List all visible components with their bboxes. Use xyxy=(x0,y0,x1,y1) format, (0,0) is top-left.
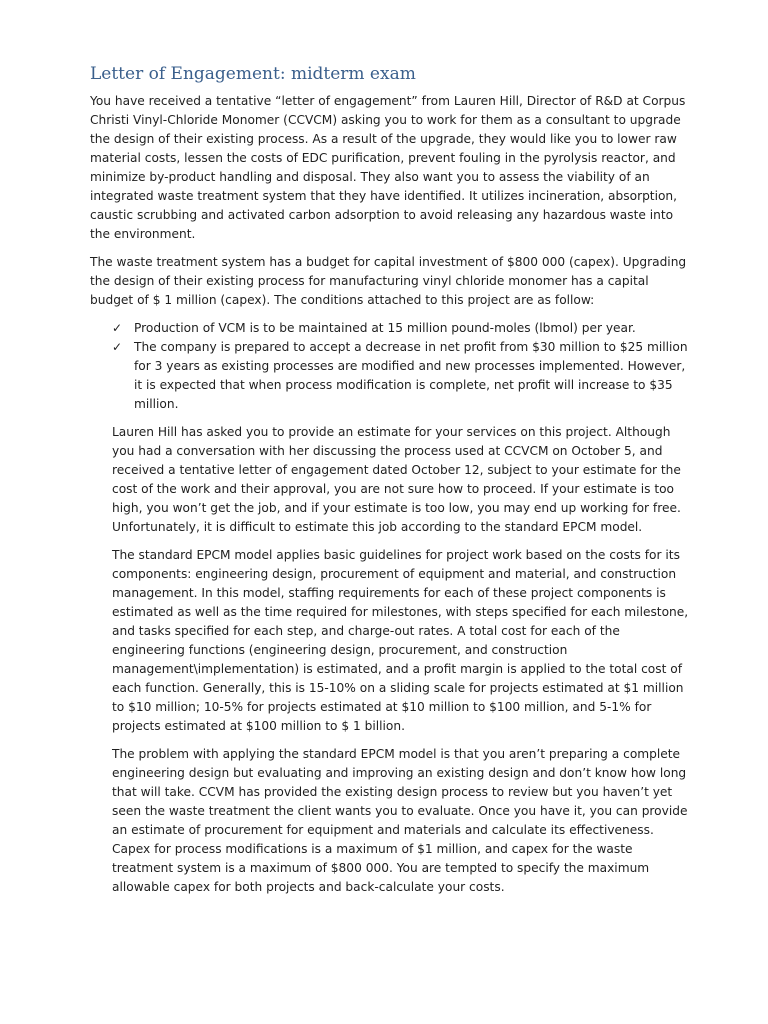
checkmark-icon: ✓ xyxy=(112,340,123,354)
conditions-list xyxy=(90,319,690,414)
condition-text: Production of VCM is to be maintained at 15 million pound-moles (lbmol) per year. xyxy=(134,321,636,335)
list-item xyxy=(112,319,690,338)
list-item xyxy=(112,338,690,414)
budget-paragraph: The waste treatment system has a budget for capital investment of $800 000 (capex). Upgrading the design of their existing process for manufacturing vinyl chloride monomer has a capital budget of $ 1 million (capex). The conditions attached to this project are as follow: xyxy=(90,255,687,307)
condition-text: The company is prepared to accept a decrease in net profit from $30 million to $25 million for 3 years as existing processes are modified and new processes implemented. However, it is expected that when process modification is complete, net profit will increase to $35 million. xyxy=(134,340,688,411)
estimate-request-paragraph: Lauren Hill has asked you to provide an estimate for your services on this project. Although you had a conversation with her discussing the process used at CCVCM on October 5, and received a tentative letter of engagement dated October 12, subject to your estimate for the cost of the work and their approval, you are not sure how to proceed. If your estimate is too high, you won’t get the job, and if your estimate is too low, you may end up working for free. Unfortunately, it is difficult to estimate this job according to the standard EPCM model. xyxy=(112,425,681,534)
checkmark-icon: ✓ xyxy=(112,321,123,335)
problem-paragraph: The problem with applying the standard EPCM model is that you aren’t preparing a complete engineering design but evaluating and improving an existing design and don’t know how long that will take. CCVM has provided the existing design process to review but you haven’t yet seen the waste treatment the client wants you to evaluate. Once you have it, you can provide an estimate of procurement for equipment and materials and calculate its effectiveness. Capex for process modifications is a maximum of $1 million, and capex for the waste treatment system is a maximum of $800 000. You are tempted to specify the maximum allowable capex for both projects and back-calculate your costs. xyxy=(112,747,688,894)
intro-paragraph: You have received a tentative “letter of engagement” from Lauren Hill, Director of R&D at Corpus Christi Vinyl-Chloride Monomer (CCVCM) asking you to work for them as a consultant to upgrade the design of their existing process. As a result of the upgrade, they would like you to lower raw material costs, lessen the costs of EDC purification, prevent fouling in the pyrolysis reactor, and minimize by-product handling and disposal. They also want you to assess the viability of an integrated waste treatment system that they have identified. It utilizes incineration, absorption, caustic scrubbing and activated carbon adsorption to avoid releasing any hazardous waste into the environment. xyxy=(90,94,686,241)
document-title: Letter of Engagement: midterm exam xyxy=(90,64,416,84)
document-body xyxy=(90,62,690,906)
epcm-model-paragraph: The standard EPCM model applies basic guidelines for project work based on the costs for its components: engineering design, procurement of equipment and material, and construction management. In this model, staffing requirements for each of these project components is estimated as well as the time required for milestones, with steps specified for each milestone, and tasks specified for each step, and charge-out rates. A total cost for each of the engineering functions (engineering design, procurement, and construction management\implementation) is estimated, and a profit margin is applied to the total cost of each function. Generally, this is 15-10% on a sliding scale for projects estimated at $1 million to $10 million; 10-5% for projects estimated at $10 million to $100 million, and 5-1% for projects estimated at $100 million to $ 1 billion. xyxy=(112,548,689,733)
